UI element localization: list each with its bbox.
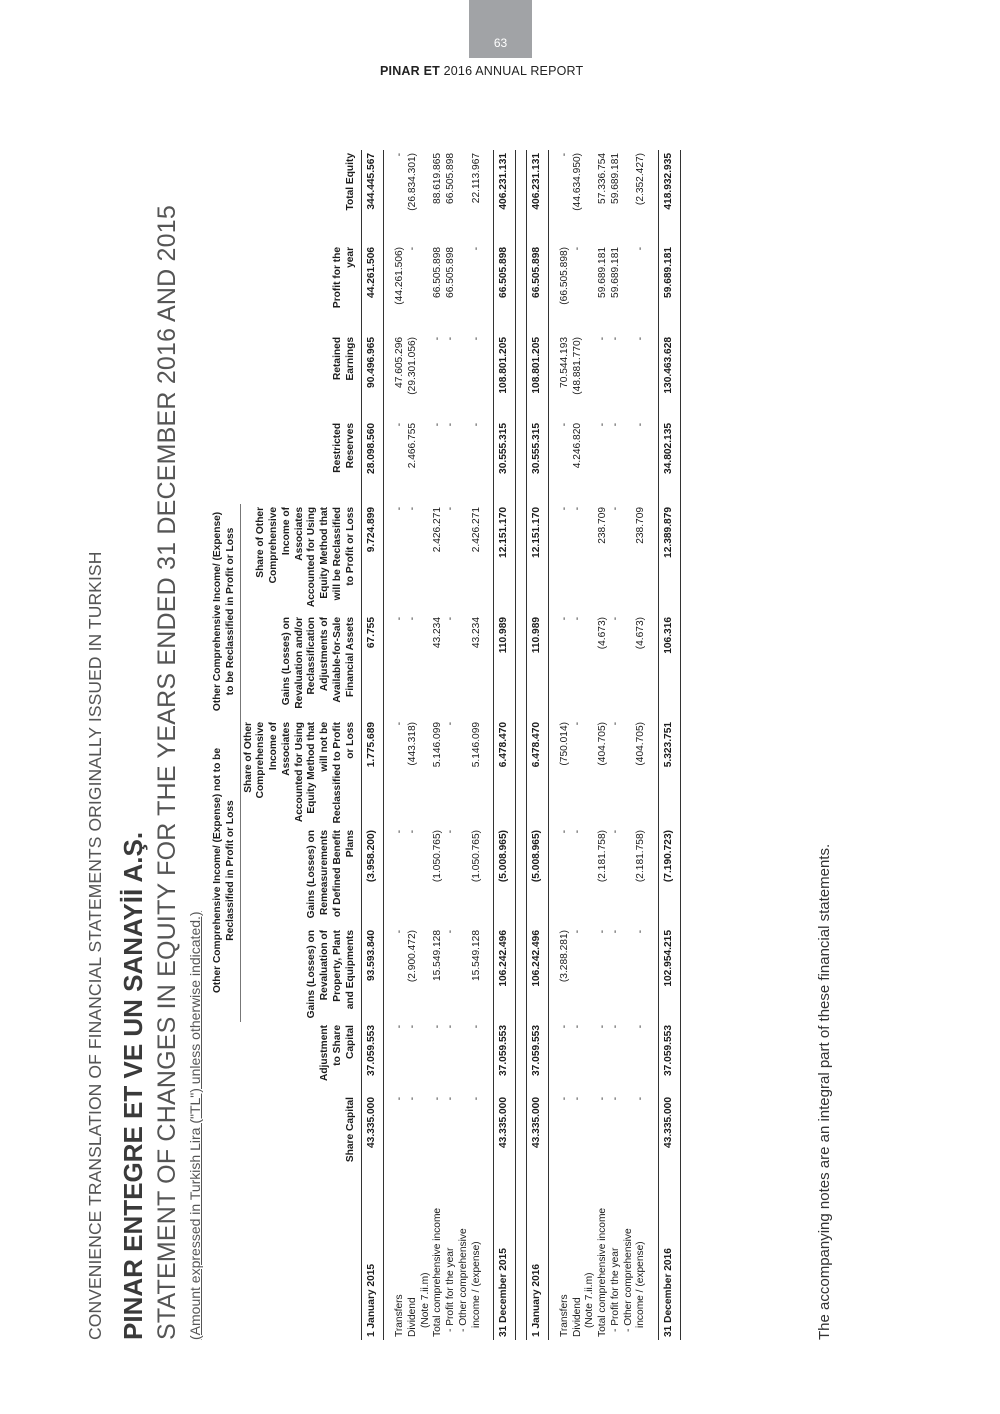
row-label: 1 January 2016 xyxy=(527,1168,549,1340)
cell: 4.246.820 xyxy=(571,422,583,469)
cell: 406.231.131 xyxy=(527,150,549,244)
row-label: Dividend xyxy=(406,1297,418,1337)
cell: - xyxy=(597,422,608,427)
cell: 37.059.553 xyxy=(659,1022,681,1094)
report-title-rest: 2016 ANNUAL REPORT xyxy=(439,64,584,78)
row-label: 31 December 2016 xyxy=(659,1168,681,1340)
cell: 12.151.170 xyxy=(494,504,516,614)
cell: 344.445.567 xyxy=(362,150,384,244)
cell: (2.181.758) xyxy=(635,830,647,883)
cell: 2.466.755 xyxy=(406,422,418,469)
cell: (2.900.472) xyxy=(406,930,418,983)
cell: - xyxy=(597,1025,608,1029)
cell: - xyxy=(609,830,621,834)
cell: 406.231.131 xyxy=(494,150,516,244)
row-label: - Profit for the year xyxy=(445,1247,456,1332)
col-restricted-reserves: Restricted Reserves xyxy=(331,422,356,473)
cell: 67.755 xyxy=(362,614,384,719)
cell: (3.958.200) xyxy=(362,827,384,927)
row-label: - Other comprehensive xyxy=(622,1228,634,1332)
cell: 238.709 xyxy=(635,506,647,544)
cell: - xyxy=(571,930,583,934)
row-label: Total comprehensive income xyxy=(597,1207,608,1337)
statement-title: STATEMENT OF CHANGES IN EQUITY FOR THE YEARS ENDED 31 DECEMBER 2016 AND 2015 xyxy=(153,205,181,1340)
cell: - xyxy=(571,721,583,726)
cell: 43.335.000 xyxy=(362,1094,384,1168)
cell: - xyxy=(445,422,456,427)
cell: 37.059.553 xyxy=(527,1022,549,1094)
cell: - xyxy=(609,1025,621,1029)
cell: (750.014) xyxy=(558,721,570,766)
cell: - xyxy=(406,1097,418,1101)
cell: 43.234 xyxy=(432,616,444,649)
cell: - xyxy=(470,246,482,251)
cell: - xyxy=(406,246,418,251)
cell: 130.463.628 xyxy=(659,334,681,420)
cell: - xyxy=(394,1025,405,1029)
cell: 59.689.181 xyxy=(597,246,608,298)
equity-changes-table xyxy=(212,150,681,1340)
cell: 108.801.205 xyxy=(494,334,516,420)
col-available-for-sale: Gains (Losses) on Revaluation and/or Reclassification Adjustments of Available-for-Sale Financial Assets xyxy=(280,616,356,709)
cell: 5.323.751 xyxy=(659,719,681,827)
cell: 43.335.000 xyxy=(659,1094,681,1168)
table-row xyxy=(494,150,516,1340)
cell: 22.113.967 xyxy=(470,152,482,204)
cell: - xyxy=(470,1025,482,1029)
cell: - xyxy=(558,152,570,157)
row-label: (Note 7.ii.m) xyxy=(419,1272,431,1328)
col-associates-not-reclassified: Share of Other Comprehensive Income of Associates Accounted for Using Equity Method that will not be Reclassified to Profit or Loss xyxy=(242,721,356,824)
cell: - xyxy=(597,930,608,934)
cell: - xyxy=(394,930,405,934)
cell: 15.549.128 xyxy=(432,930,444,981)
table-row xyxy=(407,150,420,1340)
table-row xyxy=(471,150,484,1340)
spacer-row xyxy=(648,150,659,1340)
cell: 28.098.560 xyxy=(362,420,384,504)
cell: 66.505.898 xyxy=(432,246,444,298)
cell: (404.705) xyxy=(597,721,608,766)
cell: - xyxy=(635,1097,647,1101)
cell: 34.802.135 xyxy=(659,420,681,504)
col-adjustment-share-capital: Adjustment to Share Capital xyxy=(319,1025,356,1082)
cell: 12.151.170 xyxy=(527,504,549,614)
row-label: - Profit for the year xyxy=(609,1247,621,1332)
cell: - xyxy=(635,336,647,341)
page-number: 63 xyxy=(493,36,508,50)
cell: - xyxy=(635,930,647,934)
cell: 2.426.271 xyxy=(470,506,482,553)
cell: 30.555.315 xyxy=(494,420,516,504)
cell: - xyxy=(609,721,621,726)
cell: - xyxy=(635,246,647,251)
cell: 15.549.128 xyxy=(470,930,482,981)
cell: - xyxy=(571,506,583,511)
cell: (443.318) xyxy=(406,721,418,766)
cell: 1.775.689 xyxy=(362,719,384,827)
row-label: income / (expense) xyxy=(470,1241,482,1328)
table-row xyxy=(584,150,597,1340)
table-row xyxy=(432,150,445,1340)
spacer-row xyxy=(548,150,559,1340)
cell: - xyxy=(558,506,570,511)
cell: 70.544.193 xyxy=(558,336,570,388)
cell: - xyxy=(609,336,621,341)
cell: - xyxy=(445,336,456,341)
table-row xyxy=(635,150,648,1340)
table-row xyxy=(458,150,471,1340)
cell: 43.234 xyxy=(470,616,482,649)
table-row xyxy=(527,150,549,1340)
cell: - xyxy=(445,506,456,511)
cell: - xyxy=(406,830,418,834)
cell: 418.932.935 xyxy=(659,150,681,244)
col-share-capital: Share Capital xyxy=(344,1097,356,1163)
cell: 37.059.553 xyxy=(494,1022,516,1094)
cell: 66.505.898 xyxy=(527,244,549,334)
cell: 106.316 xyxy=(659,614,681,719)
cell: - xyxy=(445,1025,456,1029)
cell: - xyxy=(470,1097,482,1101)
cell: 5.146.099 xyxy=(432,721,444,768)
cell: - xyxy=(394,422,405,427)
cell: 93.593.840 xyxy=(362,927,384,1022)
cell: (4.673) xyxy=(597,616,608,650)
cell: - xyxy=(609,616,621,621)
group-header-reclassified: Other Comprehensive Income/ (Expense) to be Reclassified in Profit or Loss xyxy=(212,504,240,719)
cell: 5.146.099 xyxy=(470,721,482,768)
cell: 106.242.496 xyxy=(494,927,516,1022)
cell: - xyxy=(558,830,570,834)
cell: 43.335.000 xyxy=(494,1094,516,1168)
cell: 90.496.965 xyxy=(362,334,384,420)
cell: - xyxy=(406,1025,418,1029)
cell: - xyxy=(432,1097,444,1101)
row-label: income / (expense) xyxy=(635,1241,647,1328)
cell: (404.705) xyxy=(635,721,647,766)
cell: (29.301.056) xyxy=(406,336,418,395)
cell: - xyxy=(558,1097,570,1101)
cell: (2.181.758) xyxy=(597,830,608,883)
cell: - xyxy=(571,1097,583,1101)
cell: 102.954.215 xyxy=(659,927,681,1022)
cell: - xyxy=(432,1025,444,1029)
cell: 238.709 xyxy=(597,506,608,544)
table-row xyxy=(610,150,623,1340)
cell: (44.261.506) xyxy=(394,246,405,305)
table-row xyxy=(572,150,585,1340)
row-label: - Other comprehensive xyxy=(457,1228,469,1332)
cell: - xyxy=(635,1025,647,1029)
cell: - xyxy=(432,422,444,427)
table-row xyxy=(623,150,636,1340)
cell: - xyxy=(470,336,482,341)
cell: - xyxy=(609,930,621,934)
spacer-row xyxy=(384,150,395,1340)
report-brand: PINAR ET xyxy=(380,64,440,78)
table-row xyxy=(420,150,433,1340)
table-row xyxy=(659,150,681,1340)
cell: (7.190.723) xyxy=(659,827,681,927)
cell: 9.724.899 xyxy=(362,504,384,614)
cell: 2.426.271 xyxy=(432,506,444,553)
footnote: The accompanying notes are an integral part of these financial statements. xyxy=(816,843,833,1340)
company-name: PINAR ENTEGRE ET VE UN SANAYİİ A.Ş. xyxy=(118,831,148,1340)
col-profit-for-year: Profit for the year xyxy=(331,246,356,309)
cell: 43.335.000 xyxy=(527,1094,549,1168)
group-header-not-reclassified: Other Comprehensive Income/ (Expense) not to be Reclassified in Profit or Loss xyxy=(212,719,240,1022)
cell: - xyxy=(571,830,583,834)
col-revaluation-ppe: Gains (Losses) on Revaluation of Property, Plant and Equipments xyxy=(306,930,356,1019)
cell: 6.478.470 xyxy=(527,719,549,827)
row-label: Dividend xyxy=(571,1297,583,1337)
table-row xyxy=(445,150,458,1340)
cell: 59.689.181 xyxy=(659,244,681,334)
page-number-tab xyxy=(469,0,532,58)
cell: (1.050.765) xyxy=(432,830,444,883)
row-label: Transfers xyxy=(558,1294,570,1337)
cell: - xyxy=(394,152,405,157)
cell: (1.050.765) xyxy=(470,830,482,883)
cell: 66.505.898 xyxy=(445,246,456,298)
cell: 110.989 xyxy=(494,614,516,719)
cell: - xyxy=(445,930,456,934)
cell: 66.505.898 xyxy=(494,244,516,334)
report-title xyxy=(380,64,620,78)
cell: - xyxy=(558,422,570,427)
cell: 59.689.181 xyxy=(609,246,621,298)
cell: - xyxy=(558,616,570,621)
cell: - xyxy=(394,830,405,834)
row-label: (Note 7.ii.m) xyxy=(584,1272,596,1328)
cell: 44.261.506 xyxy=(362,244,384,334)
group-header-row xyxy=(212,150,240,1340)
cell: - xyxy=(609,422,621,427)
table-row xyxy=(362,150,384,1340)
cell: 108.801.205 xyxy=(527,334,549,420)
cell: 37.059.553 xyxy=(362,1022,384,1094)
cell: - xyxy=(445,830,456,834)
cell: 110.989 xyxy=(527,614,549,719)
cell: - xyxy=(609,1097,621,1101)
cell: - xyxy=(394,1097,405,1101)
row-label: 31 December 2015 xyxy=(494,1168,516,1340)
cell: - xyxy=(394,616,405,621)
cell: 6.478.470 xyxy=(494,719,516,827)
col-retained-earnings: Retained Earnings xyxy=(331,336,356,381)
table-row xyxy=(559,150,572,1340)
cell: - xyxy=(406,506,418,511)
cell: 59.689.181 xyxy=(609,152,621,204)
cell: (2.352.427) xyxy=(635,152,647,206)
table-row xyxy=(597,150,610,1340)
cell: 57.336.754 xyxy=(597,152,608,204)
cell: - xyxy=(394,721,405,726)
cell: - xyxy=(571,1025,583,1029)
cell: (44.634.950) xyxy=(571,152,583,211)
cell: - xyxy=(571,246,583,251)
cell: (66.505.898) xyxy=(558,246,570,305)
cell: - xyxy=(635,422,647,427)
cell: (3.288.281) xyxy=(558,930,570,983)
table-row xyxy=(394,150,407,1340)
col-total-equity: Total Equity xyxy=(344,152,356,211)
cell: - xyxy=(445,721,456,726)
cell: - xyxy=(394,506,405,511)
amount-note: (Amount expressed in Turkish Lira ("TL") unless otherwise indicated.) xyxy=(187,911,203,1340)
cell: 47.605.296 xyxy=(394,336,405,388)
cell: - xyxy=(597,1097,608,1101)
cell: (5.008.965) xyxy=(527,827,549,927)
cell: (4.673) xyxy=(635,616,647,650)
convenience-translation-note: CONVENIENCE TRANSLATION OF FINANCIAL STATEMENTS ORIGINALLY ISSUED IN TURKISH xyxy=(85,551,105,1340)
row-label: Total comprehensive income xyxy=(432,1207,444,1337)
rotated-statement xyxy=(80,90,840,1340)
row-label: 1 January 2015 xyxy=(362,1168,384,1340)
cell: (48.881.770) xyxy=(571,336,583,395)
cell: (26.834.301) xyxy=(406,152,418,211)
cell: (5.008.965) xyxy=(494,827,516,927)
cell: 12.389.879 xyxy=(659,504,681,614)
spacer-row xyxy=(483,150,494,1340)
cell: 66.505.898 xyxy=(445,152,456,204)
cell: 30.555.315 xyxy=(527,420,549,504)
cell: - xyxy=(445,616,456,621)
cell: - xyxy=(571,616,583,621)
cell: - xyxy=(558,1025,570,1029)
spacer-row xyxy=(516,150,527,1340)
col-remeasurements: Gains (Losses) on Remeasurements of Defined Benefit Plans xyxy=(306,830,356,919)
cell: - xyxy=(445,1097,456,1101)
cell: 88.619.865 xyxy=(432,152,444,204)
col-associates-reclassified: Share of Other Comprehensive Income of Associates Accounted for Using Equity Method that will be Reclassified to Profit or Loss xyxy=(255,506,356,608)
row-label: Transfers xyxy=(394,1294,405,1337)
cell: 106.242.496 xyxy=(527,927,549,1022)
cell: - xyxy=(406,616,418,621)
cell: - xyxy=(609,506,621,511)
column-header-row xyxy=(240,150,362,1340)
cell: - xyxy=(597,336,608,341)
cell: - xyxy=(432,336,444,341)
cell: - xyxy=(470,422,482,427)
